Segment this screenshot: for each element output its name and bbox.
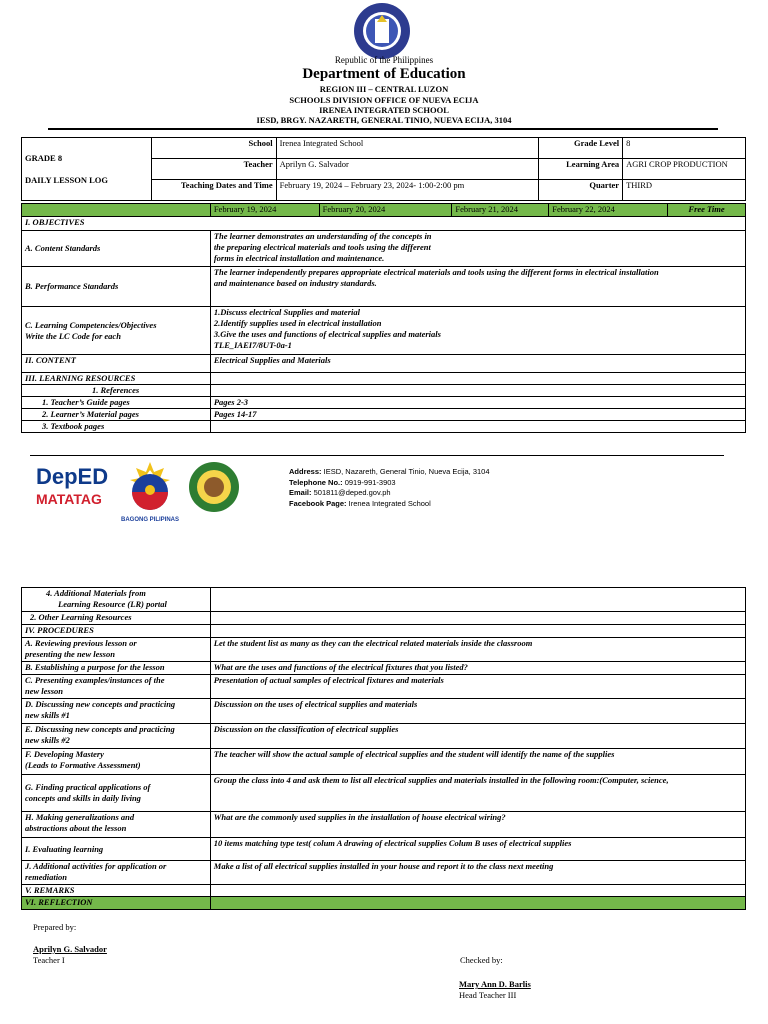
republic-line: Republic of the Philippines bbox=[334, 55, 434, 65]
objectives-heading: I. OBJECTIVES bbox=[22, 217, 746, 231]
references-label: 1. References bbox=[22, 385, 211, 397]
department-title: Department of Education bbox=[302, 66, 466, 82]
other-resources-label: 2. Other Learning Resources bbox=[22, 612, 211, 625]
log-title: DAILY LESSON LOG bbox=[25, 175, 108, 185]
checked-by-label: Checked by: bbox=[460, 955, 503, 965]
procedure-e-text: Discussion on the classification of electrical supplies bbox=[210, 724, 745, 749]
procedure-f-text: The teacher will show the actual sample of electrical supplies and the student will identify the name of the supplies bbox=[210, 749, 745, 775]
procedure-f-label: F. Developing Mastery (Leads to Formative Assessment) bbox=[22, 749, 211, 775]
checker-title: Head Teacher III bbox=[459, 990, 517, 1000]
division-line: SCHOOLS DIVISION OFFICE OF NUEVA ECIJA bbox=[289, 95, 479, 105]
school-label: School bbox=[151, 138, 276, 159]
grade-label: GRADE 8 bbox=[25, 153, 63, 163]
contact-facebook: Irenea Integrated School bbox=[348, 498, 431, 508]
lm-value: Pages 14-17 bbox=[210, 409, 745, 421]
content-heading: II. CONTENT bbox=[22, 355, 211, 373]
info-table bbox=[21, 137, 746, 201]
school-line: IRENEA INTEGRATED SCHOOL bbox=[319, 105, 449, 115]
teacher-label: Teacher bbox=[151, 159, 276, 180]
procedure-a-label: A. Reviewing previous lesson or presenting the new lesson bbox=[22, 638, 211, 662]
procedure-b-label: B. Establishing a purpose for the lesson bbox=[22, 662, 211, 675]
header-divider bbox=[48, 128, 718, 130]
procedure-d-text: Discussion on the uses of electrical supplies and materials bbox=[210, 699, 745, 724]
school-value: Irenea Integrated School bbox=[276, 138, 539, 159]
tg-value: Pages 2-3 bbox=[210, 397, 745, 409]
procedures-table bbox=[21, 587, 746, 910]
day-header-2: February 20, 2024 bbox=[319, 204, 452, 217]
teacher-value: Aprilyn G. Salvador bbox=[276, 159, 539, 180]
dates-value: February 19, 2024 – February 23, 2024- 1:00-2:00 pm bbox=[276, 180, 539, 201]
procedure-c-label: C. Presenting examples/instances of the new lesson bbox=[22, 675, 211, 699]
learning-area-label: Learning Area bbox=[539, 159, 623, 180]
procedure-h-label: H. Making generalizations and abstractions about the lesson bbox=[22, 812, 211, 838]
remarks-heading: V. REMARKS bbox=[22, 885, 211, 897]
bagong-pilipinas-logo bbox=[116, 460, 184, 522]
performance-standards-text: The learner independently prepares appropriate electrical materials and tools using the different forms in electrical installation and maintenance based on industry standards. bbox=[210, 267, 745, 307]
learning-area-value: AGRI CROP PRODUCTION bbox=[623, 159, 746, 180]
competencies-text: 1.Discuss electrical Supplies and material 2.Identify supplies used in electrical installation 3.Give the uses and functions of electrical supplies and materials TLE_IAEI7/8UT-0a-1 bbox=[210, 307, 745, 355]
contact-email: 501811@deped.gov.ph bbox=[313, 488, 391, 497]
day-header-3: February 21, 2024 bbox=[452, 204, 549, 217]
content-standards-text: The learner demonstrates an understanding of the concepts in the preparing electrical materials and tools using the different forms in electrical installation and maintenance. bbox=[210, 231, 745, 267]
textbook-label: 3. Textbook pages bbox=[22, 421, 211, 433]
region-line: REGION III – CENTRAL LUZON bbox=[319, 84, 449, 94]
contact-address: IESD, Nazareth, General Tinio, Nueva Ecija, 3104 bbox=[323, 467, 490, 476]
day-header-1: February 19, 2024 bbox=[210, 204, 319, 217]
matatag-text: MATATAG bbox=[36, 491, 102, 507]
procedure-i-label: I. Evaluating learning bbox=[22, 838, 211, 861]
procedure-g-text: Group the class into 4 and ask them to list all electrical supplies and materials installed in the following room:(Computer, science, bbox=[210, 775, 745, 812]
prepared-by-label: Prepared by: bbox=[33, 922, 77, 932]
day-header-free-time: Free Time bbox=[668, 204, 746, 217]
checker-name: Mary Ann D. Barlis bbox=[459, 979, 531, 989]
performance-standards-label: B. Performance Standards bbox=[22, 267, 211, 307]
preparer-title: Teacher I bbox=[33, 955, 65, 965]
contact-block: Address: IESD, Nazareth, General Tinio, Nueva Ecija, 3104 Telephone No.: 0919-991-3903 Email: 501811@deped.gov.ph Facebook Page: Irenea Integrated School bbox=[289, 467, 490, 508]
preparer-name: Aprilyn G. Salvador bbox=[33, 944, 107, 954]
address-line: IESD, BRGY. NAZARETH, GENERAL TINIO, NUEVA ECIJA, 3104 bbox=[256, 115, 512, 125]
day-header-blank bbox=[22, 204, 211, 217]
competencies-label: C. Learning Competencies/Objectives Write the LC Code for each bbox=[22, 307, 211, 355]
procedure-b-text: What are the uses and functions of the electrical fixtures that you listed? bbox=[210, 662, 745, 675]
procedure-g-label: G. Finding practical applications of concepts and skills in daily living bbox=[22, 775, 211, 812]
dates-label: Teaching Dates and Time bbox=[151, 180, 276, 201]
resources-heading: III. LEARNING RESOURCES bbox=[22, 373, 211, 385]
procedure-d-label: D. Discussing new concepts and practicing new skills #1 bbox=[22, 699, 211, 724]
procedure-h-text: What are the commonly used supplies in the installation of house electrical wiring? bbox=[210, 812, 745, 838]
tg-label: 1. Teacher’s Guide pages bbox=[22, 397, 211, 409]
bagong-pilipinas-text: BAGONG PILIPINAS bbox=[120, 517, 179, 523]
deped-logo-text: DepED bbox=[36, 464, 109, 489]
procedure-e-label: E. Discussing new concepts and practicing new skills #2 bbox=[22, 724, 211, 749]
school-logo bbox=[188, 461, 240, 513]
day-header-4: February 22, 2024 bbox=[549, 204, 668, 217]
grade-level-value: 8 bbox=[623, 138, 746, 159]
procedures-heading: IV. PROCEDURES bbox=[22, 625, 211, 638]
content-standards-label: A. Content Standards bbox=[22, 231, 211, 267]
procedure-a-text: Let the student list as many as they can the electrical related materials inside the classroom bbox=[210, 638, 745, 662]
quarter-label: Quarter bbox=[539, 180, 623, 201]
procedure-j-label: J. Additional activities for application or remediation bbox=[22, 861, 211, 885]
deped-seal bbox=[353, 2, 411, 60]
lesson-plan-table bbox=[21, 203, 746, 433]
contact-phone: 0919-991-3903 bbox=[344, 477, 396, 487]
content-value: Electrical Supplies and Materials bbox=[210, 355, 745, 373]
deped-matatag-logo bbox=[36, 464, 110, 524]
grade-level-label: Grade Level bbox=[539, 138, 623, 159]
additional-materials-label: 4. Additional Materials from Learning Resource (LR) portal bbox=[22, 588, 211, 612]
quarter-value: THIRD bbox=[623, 180, 746, 201]
reflection-heading: VI. REFLECTION bbox=[22, 897, 211, 910]
lm-label: 2. Learner’s Material pages bbox=[22, 409, 211, 421]
footer-divider bbox=[30, 455, 724, 456]
procedure-j-text: Make a list of all electrical supplies installed in your house and report it to the class next meeting bbox=[210, 861, 745, 885]
procedure-i-text: 10 items matching type test( colum A drawing of electrical supplies Colum B uses of electrical supplies bbox=[210, 838, 745, 861]
procedure-c-text: Presentation of actual samples of electrical fixtures and materials bbox=[210, 675, 745, 699]
